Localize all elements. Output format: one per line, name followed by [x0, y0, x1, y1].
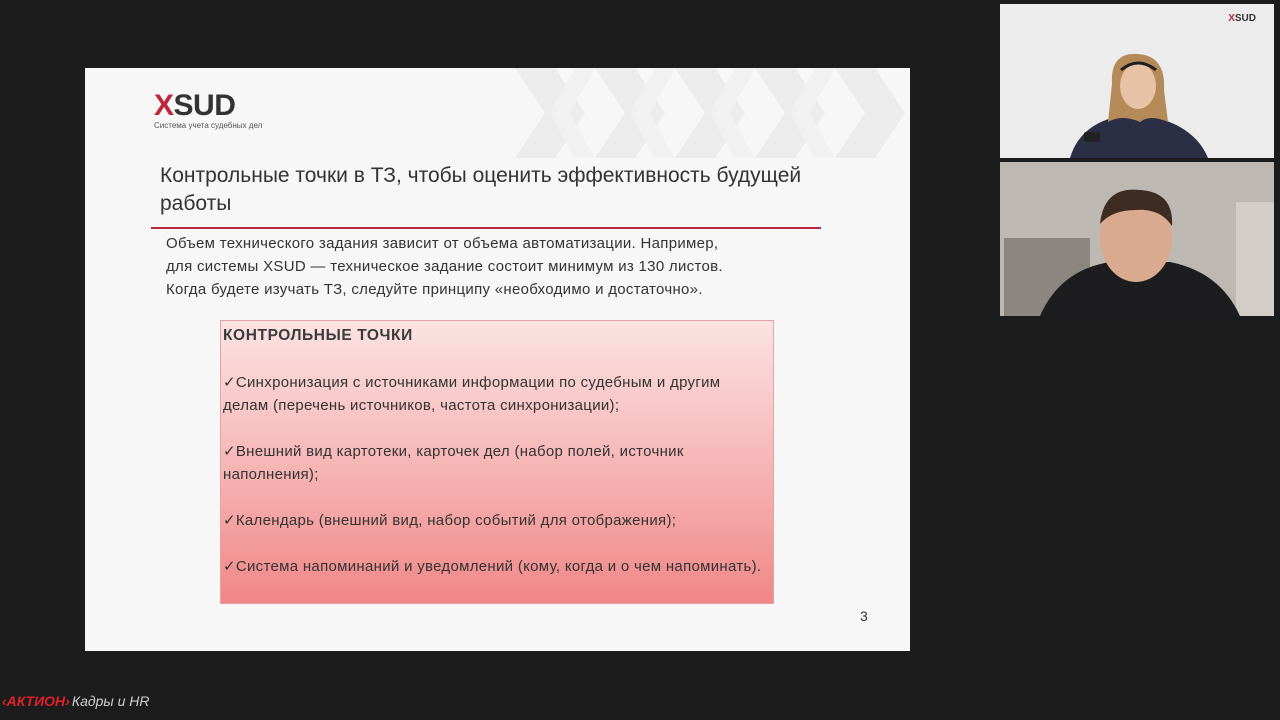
brand-caption: Кадры и HR — [71, 693, 150, 709]
intro-text — [166, 232, 816, 301]
presentation-slide — [85, 68, 910, 651]
checkpoints-card — [220, 320, 774, 604]
checkpoint-item: ✓Синхронизация с источниками информации по судебным и другим делам (перечень источников, частота синхронизации); — [223, 374, 721, 414]
slide-title: Контрольные точки в ТЗ, чтобы оценить эффективность будущей работы — [160, 164, 802, 215]
aktion-logo: ‹АКТИОН› — [2, 693, 70, 709]
page-number: 3 — [860, 608, 868, 624]
participant-avatar-man — [1000, 162, 1274, 316]
tile-xsud-logo: XSUD — [1228, 13, 1256, 24]
checkpoint-item: ✓Внешний вид картотеки, карточек дел (набор полей, источник наполнения); — [223, 443, 684, 483]
intro-line: для системы XSUD — техническое задание состоит минимум из 130 листов. — [166, 258, 723, 275]
intro-line: Объем технического задания зависит от объема автоматизации. Например, — [166, 235, 719, 252]
xsud-logo — [154, 90, 262, 130]
participant-video-tile[interactable] — [1000, 162, 1274, 316]
aktion-brand — [2, 692, 150, 710]
participant-avatar-woman — [1000, 4, 1274, 158]
checkpoint-item: ✓Система напоминаний и уведомлений (кому, когда и о чем напоминать). — [223, 558, 762, 575]
intro-line: Когда будете изучать ТЗ, следуйте принципу «необходимо и достаточно». — [166, 281, 703, 298]
logo-subtitle: Система учета судебных дел — [154, 121, 263, 130]
card-heading: КОНТРОЛЬНЫЕ ТОЧКИ — [223, 327, 413, 344]
participant-video-tile[interactable] — [1000, 4, 1274, 158]
title-divider — [151, 227, 821, 229]
slide-decoration-pattern — [515, 68, 910, 158]
logo-x: X — [154, 89, 174, 122]
logo-text: SUD — [173, 89, 236, 122]
checkpoint-item: ✓Календарь (внешний вид, набор событий для отображения); — [223, 512, 677, 529]
